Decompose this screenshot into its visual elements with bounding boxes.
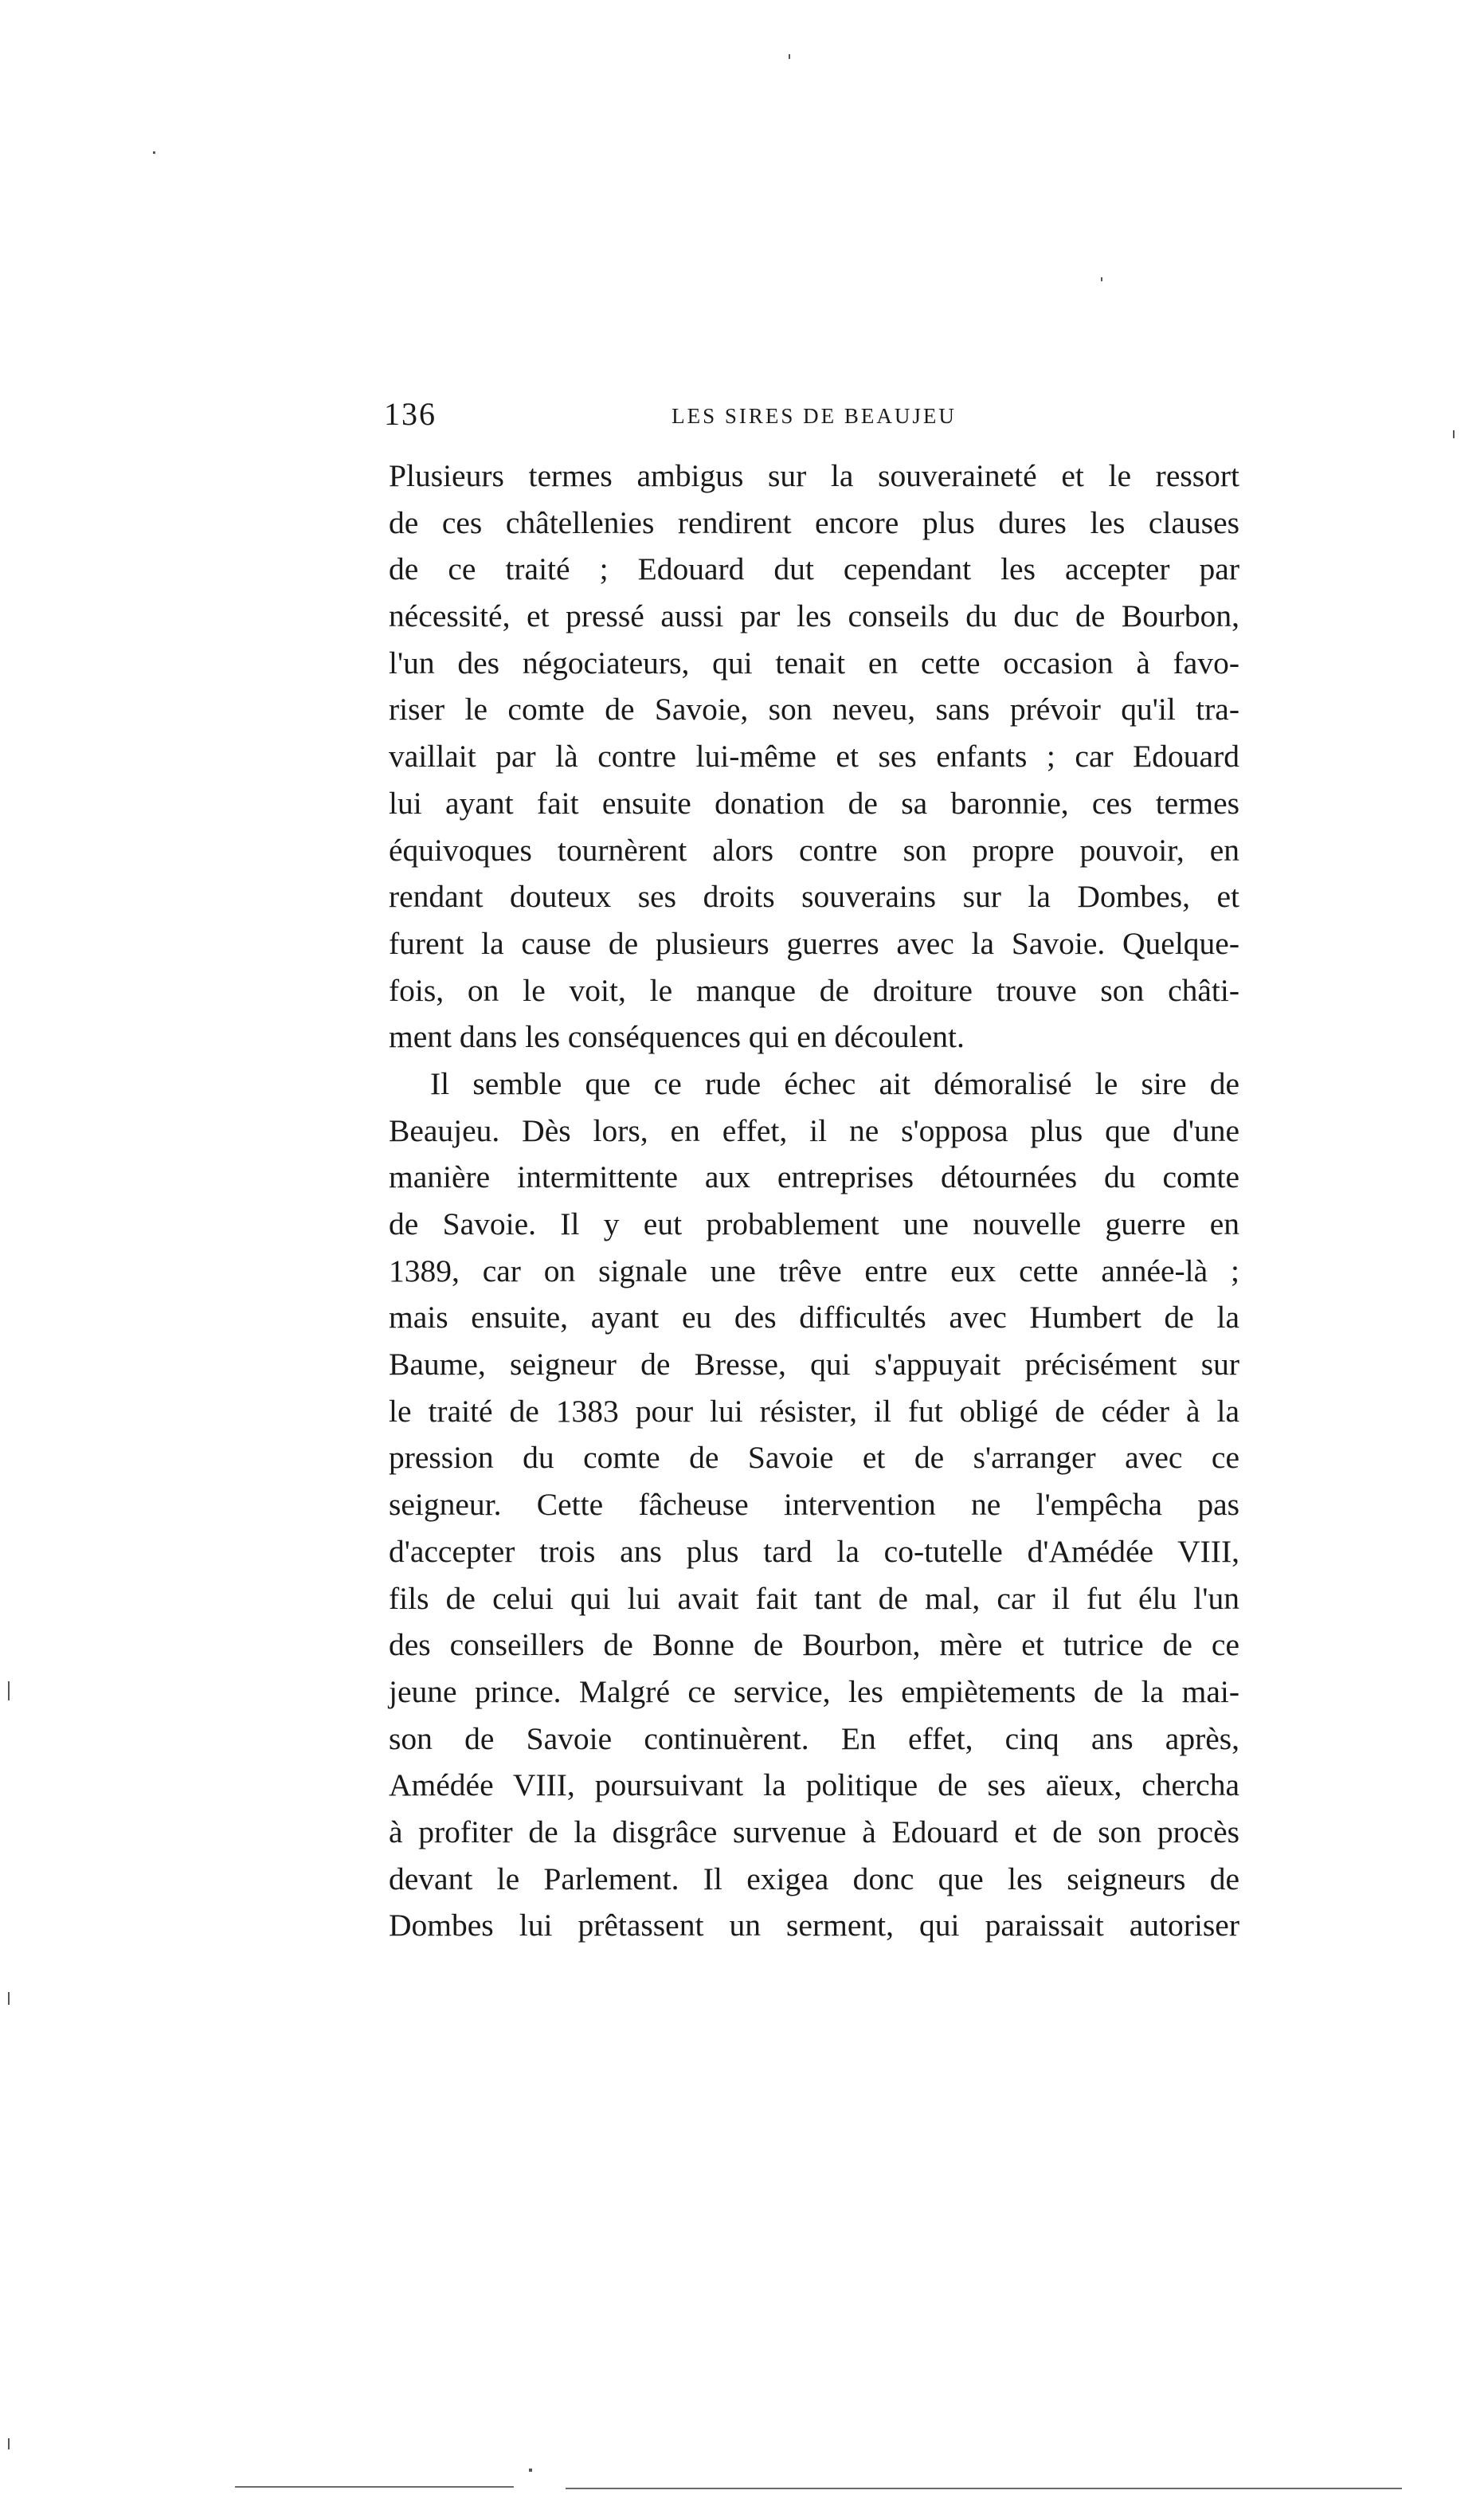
text-line: 1389, car on signale une trêve entre eux cette année-là ;: [389, 1253, 1239, 1288]
text-line: l'un des négociateurs, qui tenait en cette occasion à favo-: [389, 645, 1239, 680]
text-line: lui ayant fait ensuite donation de sa baronnie, ces termes: [389, 785, 1239, 821]
text-line: manière intermittente aux entreprises détournées du comte: [389, 1159, 1239, 1195]
text-line: pression du comte de Savoie et de s'arranger avec ce: [389, 1440, 1239, 1476]
text-line: à profiter de la disgrâce survenue à Edouard et de son procès: [389, 1814, 1239, 1849]
scan-speck: [529, 2469, 532, 2472]
scan-speck: [8, 2438, 10, 2449]
text-line: de ces châtellenies rendirent encore plus dures les clauses: [389, 504, 1239, 540]
text-line: des conseillers de Bonne de Bourbon, mère et tutrice de ce: [389, 1627, 1239, 1663]
text-line: Amédée VIII, poursuivant la politique de ses aïeux, chercha: [389, 1767, 1239, 1803]
paragraph-2: [389, 1061, 1239, 1949]
text-line: équivoques tournèrent alors contre son propre pouvoir, en: [389, 832, 1239, 868]
paragraph-1: [389, 453, 1239, 1061]
text-line: de ce traité ; Edouard dut cependant les accepter par: [389, 551, 1239, 587]
bottom-rule: [566, 2488, 1402, 2489]
text-line: rendant douteux ses droits souverains sur la Dombes, et: [389, 879, 1239, 915]
text-line: fils de celui qui lui avait fait tant de mal, car il fut élu l'un: [389, 1580, 1239, 1616]
text-line: fois, on le voit, le manque de droiture trouve son châti-: [389, 972, 1239, 1008]
page-number: 136: [384, 396, 437, 432]
scan-speck: [1453, 430, 1455, 438]
running-title: LES SIRES DE BEAUJEU: [672, 404, 957, 428]
text-line: Baume, seigneur de Bresse, qui s'appuyait précisément sur: [389, 1347, 1239, 1382]
text-line: Il semble que ce rude échec ait démoralisé le sire de: [430, 1065, 1239, 1101]
scan-speck: [8, 1681, 10, 1700]
text-line: le traité de 1383 pour lui résister, il fut obligé de céder à la: [389, 1393, 1239, 1429]
text-line: Plusieurs termes ambigus sur la souveraineté et le ressort: [389, 458, 1239, 493]
text-line: Beaujeu. Dès lors, en effet, il ne s'opposa plus que d'une: [389, 1112, 1239, 1148]
text-line: ment dans les conséquences qui en découlent.: [389, 1019, 965, 1055]
running-head: [384, 390, 1244, 438]
text-line: riser le comte de Savoie, son neveu, sans prévoir qu'il tra-: [389, 692, 1239, 727]
scan-speck: [789, 54, 790, 59]
body-text: [389, 453, 1239, 1949]
text-line: d'accepter trois ans plus tard la co-tutelle d'Amédée VIII,: [389, 1533, 1239, 1569]
scan-speck: [153, 151, 155, 154]
text-line: son de Savoie continuèrent. En effet, cinq ans après,: [389, 1720, 1239, 1756]
text-line: jeune prince. Malgré ce service, les empiètements de la mai-: [389, 1673, 1239, 1709]
text-line: mais ensuite, ayant eu des difficultés avec Humbert de la: [389, 1300, 1239, 1335]
text-line: de Savoie. Il y eut probablement une nouvelle guerre en: [389, 1206, 1239, 1241]
bottom-rule: [235, 2486, 514, 2488]
text-line: nécessité, et pressé aussi par les conseils du duc de Bourbon,: [389, 598, 1239, 634]
text-line: vaillait par là contre lui-même et ses enfants ; car Edouard: [389, 739, 1239, 775]
text-line: seigneur. Cette fâcheuse intervention ne l'empêcha pas: [389, 1487, 1239, 1523]
text-line: devant le Parlement. Il exigea donc que les seigneurs de: [389, 1861, 1239, 1896]
scan-speck: [8, 1992, 10, 2005]
scan-speck: [1101, 277, 1102, 281]
text-line: furent la cause de plusieurs guerres avec la Savoie. Quelque-: [389, 925, 1239, 961]
text-line: Dombes lui prêtassent un serment, qui paraissait autoriser: [389, 1908, 1239, 1943]
